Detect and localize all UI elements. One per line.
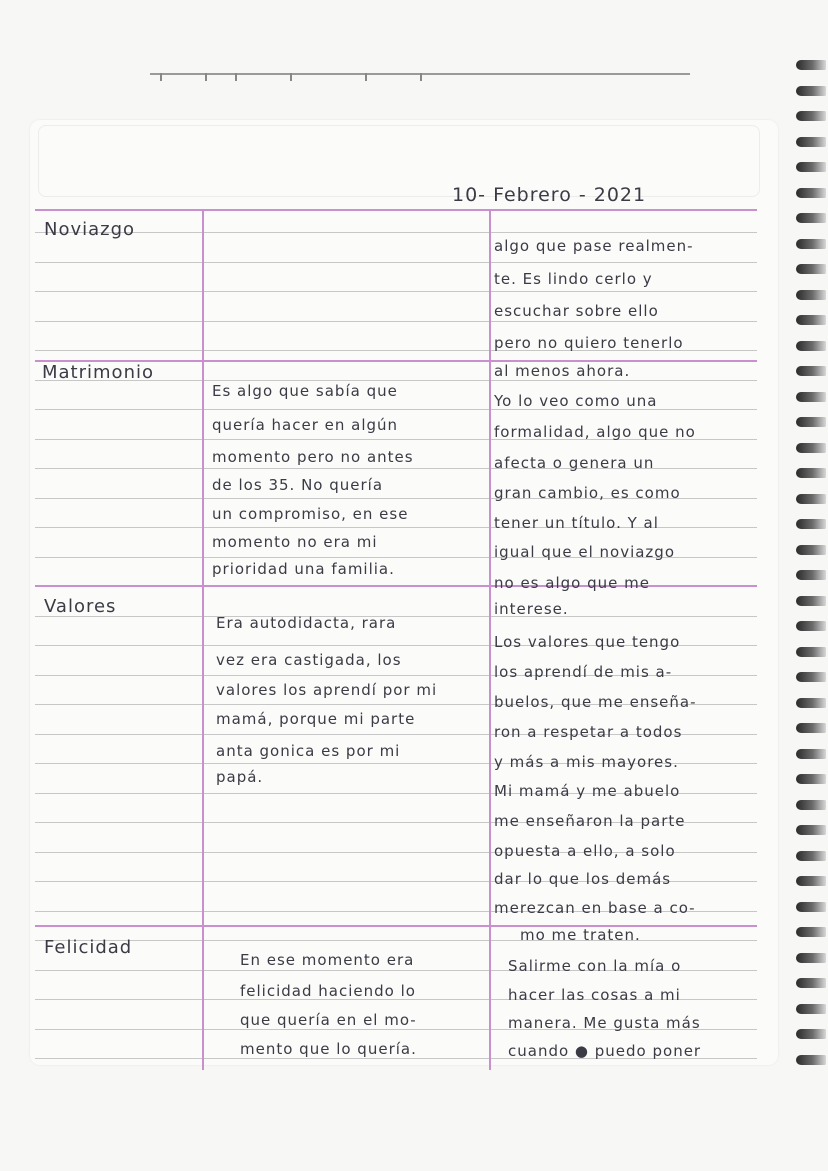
spiral-ring: [796, 315, 826, 325]
spiral-ring: [796, 111, 826, 121]
spiral-ring: [796, 953, 826, 963]
spiral-ring: [796, 239, 826, 249]
spiral-ring: [796, 621, 826, 631]
spiral-ring: [796, 86, 826, 96]
spiral-ring: [796, 774, 826, 784]
row-label-matrimonio: Matrimonio: [42, 362, 154, 383]
noviazgo-right-line: te. Es lindo cerlo y: [494, 270, 653, 288]
page-date: 10- Febrero - 2021: [452, 184, 647, 206]
spiral-ring: [796, 290, 826, 300]
spiral-ring: [796, 392, 826, 402]
spiral-ring: [796, 570, 826, 580]
noviazgo-right-line: al menos ahora.: [494, 362, 631, 380]
matrimonio-right-line: afecta o genera un: [494, 454, 655, 472]
valores-right-line: Mi mamá y me abuelo: [494, 782, 681, 800]
spiral-ring: [796, 468, 826, 478]
row-label-valores: Valores: [44, 596, 117, 617]
spiral-ring: [796, 876, 826, 886]
spiral-ring: [796, 698, 826, 708]
valores-left-line: mamá, porque mi parte: [216, 710, 416, 728]
spiral-ring: [796, 443, 826, 453]
matrimonio-left-line: un compromiso, en ese: [212, 505, 409, 523]
valores-right-line: opuesta a ello, a solo: [494, 842, 676, 860]
spiral-ring: [796, 1055, 826, 1065]
spiral-ring: [796, 672, 826, 682]
spiral-ring: [796, 723, 826, 733]
felicidad-left-line: En ese momento era: [240, 951, 415, 969]
felicidad-left-line: mento que lo quería.: [240, 1040, 417, 1058]
valores-left-line: valores los aprendí por mi: [216, 681, 438, 699]
valores-right-line: me enseñaron la parte: [494, 812, 686, 830]
spiral-ring: [796, 264, 826, 274]
valores-right-line: merezcan en base a co-: [494, 899, 696, 917]
matrimonio-left-line: prioridad una familia.: [212, 560, 395, 578]
noviazgo-right-line: escuchar sobre ello: [494, 302, 659, 320]
valores-right-line: dar lo que los demás: [494, 870, 672, 888]
felicidad-right-line: Salirme con la mía o: [508, 957, 682, 975]
matrimonio-right-line: tener un título. Y al: [494, 514, 659, 532]
felicidad-left-line: que quería en el mo-: [240, 1011, 417, 1029]
matrimonio-right-line: gran cambio, es como: [494, 484, 681, 502]
valores-right-line: y más a mis mayores.: [494, 753, 679, 771]
spiral-ring: [796, 494, 826, 504]
valores-right-line: Los valores que tengo: [494, 633, 681, 651]
spiral-ring: [796, 902, 826, 912]
spiral-ring: [796, 1029, 826, 1039]
spiral-ring: [796, 519, 826, 529]
matrimonio-right-line: formalidad, algo que no: [494, 423, 696, 441]
spiral-ring: [796, 366, 826, 376]
felicidad-right-line: manera. Me gusta más: [508, 1014, 701, 1032]
spiral-ring: [796, 188, 826, 198]
felicidad-left-line: felicidad haciendo lo: [240, 982, 416, 1000]
matrimonio-left-line: momento no era mi: [212, 533, 378, 551]
spiral-ring: [796, 417, 826, 427]
spiral-ring: [796, 213, 826, 223]
spiral-ring: [796, 647, 826, 657]
matrimonio-left-line: momento pero no antes: [212, 448, 414, 466]
spiral-ring: [796, 749, 826, 759]
matrimonio-right-line: no es algo que me: [494, 574, 650, 592]
spiral-ring: [796, 927, 826, 937]
spiral-ring: [796, 596, 826, 606]
spiral-ring: [796, 137, 826, 147]
spiral-binding: [790, 60, 828, 1100]
spiral-ring: [796, 545, 826, 555]
ruled-line: [35, 291, 757, 292]
spiral-ring: [796, 1004, 826, 1014]
matrimonio-right-line: interese.: [494, 600, 569, 618]
row-label-noviazgo: Noviazgo: [44, 219, 136, 240]
ruled-line: [35, 321, 757, 322]
valores-left-line: Era autodidacta, rara: [216, 614, 397, 632]
spiral-ring: [796, 162, 826, 172]
spiral-ring: [796, 341, 826, 351]
matrimonio-left-line: de los 35. No quería: [212, 476, 384, 494]
ruled-line: [35, 232, 757, 233]
valores-right-line: mo me traten.: [520, 926, 641, 944]
valores-right-line: los aprendí de mis a-: [494, 663, 673, 681]
valores-left-line: vez era castigada, los: [216, 651, 402, 669]
noviazgo-right-line: algo que pase realmen-: [494, 237, 694, 255]
valores-left-line: anta gonica es por mi: [216, 742, 401, 760]
column-divider-right: [489, 210, 491, 1070]
spiral-ring: [796, 60, 826, 70]
spiral-ring: [796, 851, 826, 861]
matrimonio-right-line: igual que el noviazgo: [494, 543, 676, 561]
section-divider-line: [35, 925, 757, 927]
spiral-ring: [796, 978, 826, 988]
ruled-line: [35, 940, 757, 941]
ruled-line: [35, 262, 757, 263]
valores-left-line: papá.: [216, 768, 264, 786]
matrimonio-right-line: Yo lo veo como una: [494, 392, 658, 410]
noviazgo-right-line: pero no quiero tenerlo: [494, 334, 684, 352]
felicidad-right-line: cuando ● puedo poner: [508, 1042, 702, 1060]
spiral-ring: [796, 825, 826, 835]
matrimonio-left-line: quería hacer en algún: [212, 416, 399, 434]
matrimonio-left-line: Es algo que sabía que: [212, 382, 398, 400]
valores-right-line: buelos, que me enseña-: [494, 693, 697, 711]
row-label-felicidad: Felicidad: [44, 937, 133, 958]
valores-right-line: ron a respetar a todos: [494, 723, 683, 741]
spiral-ring: [796, 800, 826, 810]
column-divider-left: [202, 210, 204, 1070]
section-divider-line: [35, 209, 757, 211]
felicidad-right-line: hacer las cosas a mi: [508, 986, 681, 1004]
